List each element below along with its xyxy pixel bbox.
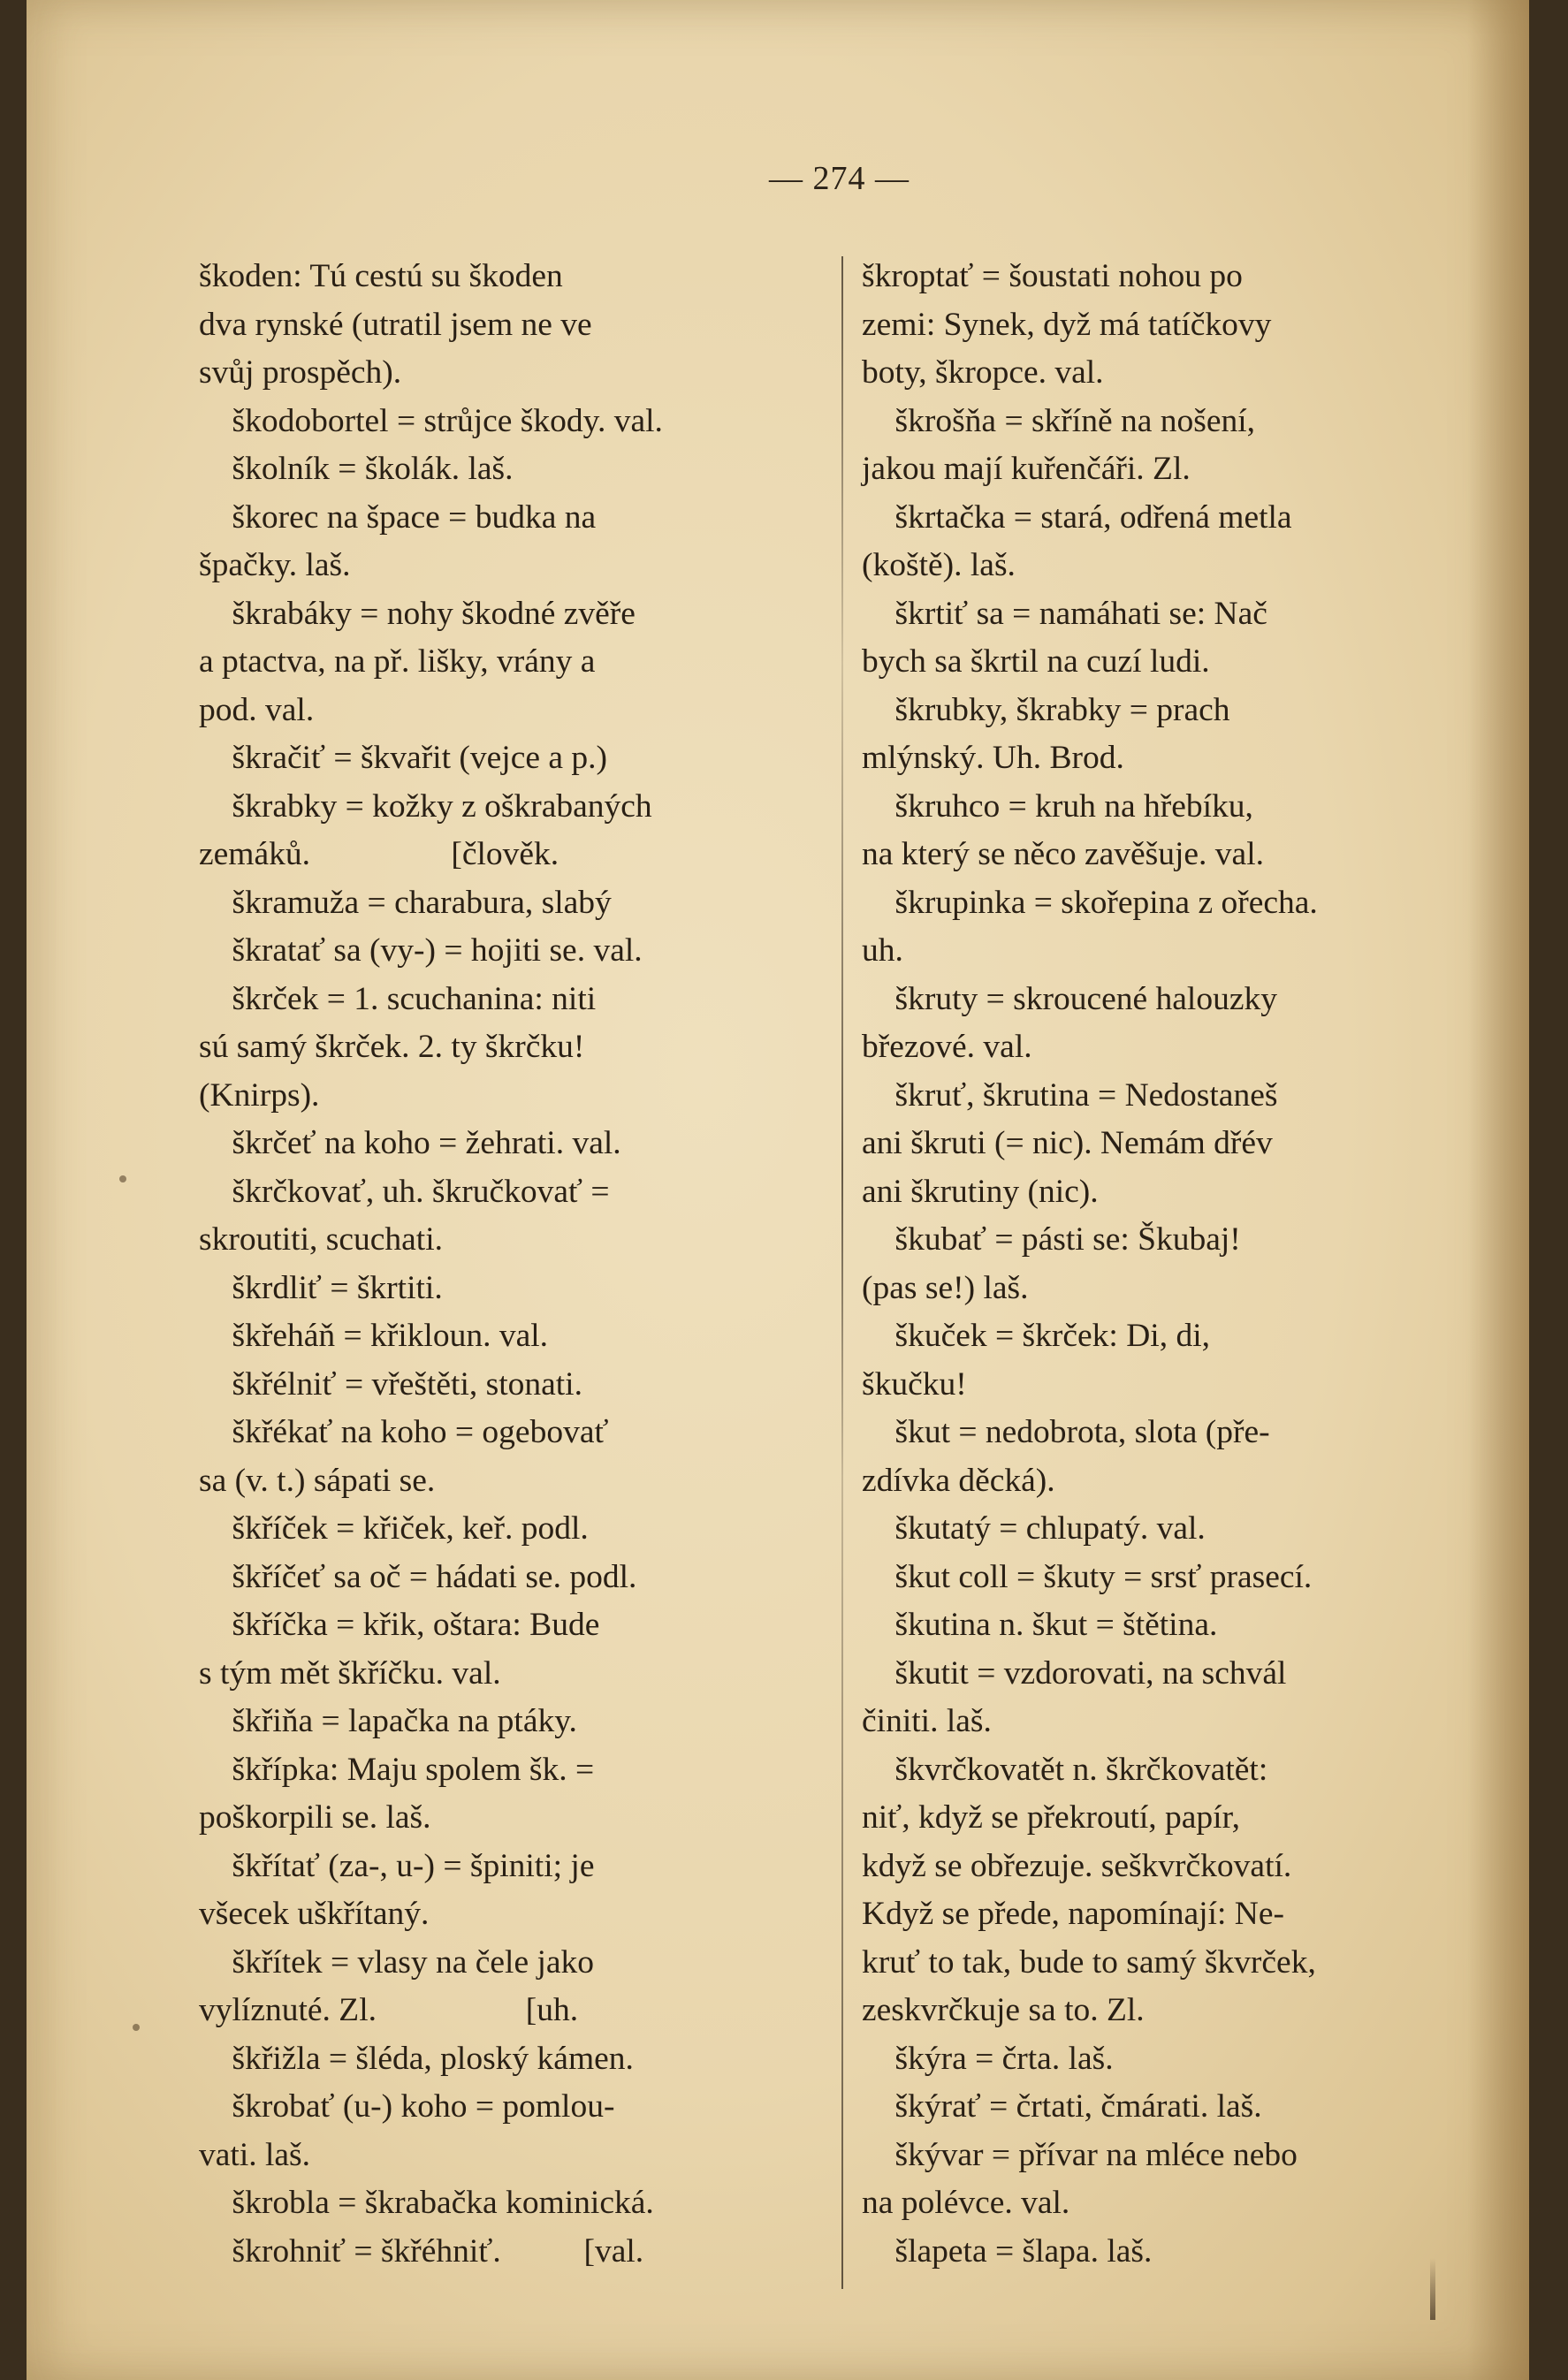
entry-line: sa (v. t.) sápati se. [199, 1462, 436, 1499]
entry-line: škrabáky = nohy škodné zvěře [199, 595, 636, 632]
entry-line: březové. val. [862, 1029, 1032, 1065]
entry-line: zdívka děcká). [862, 1462, 1055, 1499]
entry-line: skroutiti, scuchati. [199, 1221, 443, 1258]
page-number: — 274 — [769, 160, 910, 197]
entry-line: škuček = škrček: Di, di, [862, 1318, 1210, 1354]
entry-line: na polévce. val. [862, 2185, 1070, 2221]
entry-line: škýra = črta. laš. [862, 2040, 1114, 2077]
entry-line: boty, škropce. val. [862, 354, 1104, 391]
margin-mark [1430, 2258, 1435, 2320]
entry-line: škrtiť sa = namáhati se: Nač [862, 595, 1267, 632]
entry-line: škrabky = kožky z oškrabaných [199, 787, 652, 825]
entry-line: škřítať (za-, u-) = špiniti; je [199, 1847, 595, 1884]
entry-line: škutina n. škut = štětina. [862, 1607, 1218, 1643]
entry-line: škut = nedobrota, slota (pře- [862, 1414, 1270, 1450]
entry-line: škývar = přívar na mléce nebo [862, 2136, 1298, 2173]
entry-line: uh. [862, 932, 903, 969]
entry-line: na který se něco zavěšuje. val. [862, 836, 1264, 872]
entry-line: mlýnský. Uh. Brod. [862, 740, 1124, 776]
entry-line: škrčkovať, uh. škručkovať = [199, 1173, 610, 1210]
entry-line: ani škrutiny (nic). [862, 1173, 1099, 1210]
entry-line: škýrať = črtati, čmárati. laš. [862, 2088, 1262, 2125]
entry-line: (koště). laš. [862, 547, 1016, 583]
entry-line: zemáků. [člověk. [199, 836, 559, 872]
entry-line: škračiť = škvařit (vejce a p.) [199, 740, 607, 776]
entry-line: škramuža = charabura, slabý [199, 884, 612, 921]
entry-line: škubať = pásti se: Škubaj! [862, 1221, 1241, 1258]
paper-spot [119, 1175, 126, 1182]
entry-line: škrupinka = skořepina z ořecha. [862, 884, 1318, 921]
entry-line: škruty = skroucené halouzky [862, 980, 1277, 1017]
page-edge-shading [1467, 0, 1529, 2380]
entry-line: (pas se!) laš. [862, 1269, 1029, 1306]
column-divider [841, 256, 843, 2289]
entry-line: škřeháň = křikloun. val. [199, 1318, 549, 1354]
paper-spot [133, 2024, 140, 2031]
entry-line: škoden: Tú cestú su škoden [199, 258, 563, 294]
entry-line: zeskvrčkuje sa to. Zl. [862, 1992, 1145, 2028]
entry-line: škrtačka = stará, odřená metla [862, 498, 1292, 536]
entry-line: niť, když se překroutí, papír, [862, 1799, 1240, 1836]
entry-line: a ptactva, na př. lišky, vrány a [199, 643, 596, 680]
entry-line: škřižla = šléda, ploský kámen. [199, 2040, 634, 2077]
entry-line: zemi: Synek, dyž má tatíčkovy [862, 306, 1272, 343]
entry-line: činiti. laš. [862, 1703, 992, 1739]
entry-line: škrohniť = škřéhniť. [val. [199, 2232, 644, 2270]
entry-line: škvrčkovatět n. škrčkovatět: [862, 1751, 1268, 1788]
entry-line: škučku! [862, 1365, 967, 1403]
entry-line: všecek uškřítaný. [199, 1896, 430, 1932]
entry-line: škřélniť = vřeštěti, stonati. [199, 1365, 582, 1403]
entry-line: škutatý = chlupatý. val. [862, 1510, 1206, 1547]
entry-line: špačky. laš. [199, 547, 351, 583]
entry-line: školník = školák. laš. [199, 451, 514, 487]
entry-line: jakou mají kuřenčáři. Zl. [862, 451, 1191, 487]
entry-line: škřípka: Maju spolem šk. = [199, 1751, 595, 1788]
entry-line: dva rynské (utratil jsem ne ve [199, 306, 592, 343]
entry-line: škorec na špace = budka na [199, 498, 597, 536]
entry-line: škrobla = škrabačka kominická. [199, 2185, 654, 2221]
entry-line: ani škruti (= nic). Nemám dřév [862, 1125, 1273, 1161]
entry-line: škříčeť sa oč = hádati se. podl. [199, 1558, 637, 1595]
entry-line: škrubky, škrabky = prach [862, 691, 1230, 728]
left-column [199, 253, 809, 2276]
entry-line: vylíznuté. Zl. [uh. [199, 1992, 579, 2028]
entry-line: škroptať = šoustati nohou po [862, 258, 1243, 294]
right-column [862, 253, 1472, 2276]
entry-line: škratať sa (vy-) = hojiti se. val. [199, 932, 643, 969]
entry-line: svůj prospěch). [199, 354, 402, 391]
entry-line: škrošňa = skříně na nošení, [862, 402, 1256, 439]
entry-line: škodobortel = strůjce škody. val. [199, 402, 663, 439]
dictionary-page [27, 0, 1529, 2380]
entry-line: (Knirps). [199, 1076, 320, 1114]
entry-line: škříček = křiček, keř. podl. [199, 1510, 589, 1547]
entry-line: poškorpili se. laš. [199, 1799, 431, 1836]
entry-line: kruť to tak, bude to samý škvrček, [862, 1943, 1316, 1981]
entry-line: škrčeť na koho = žehrati. val. [199, 1125, 621, 1161]
entry-line: škruť, škrutina = Nedostaneš [862, 1076, 1278, 1114]
entry-line: škut coll = škuty = srsť prasecí. [862, 1558, 1313, 1595]
entry-line: škříčka = křik, oštara: Bude [199, 1607, 600, 1643]
entry-line: škrdliť = škrtiti. [199, 1269, 443, 1306]
entry-line: šlapeta = šlapa. laš. [862, 2232, 1153, 2270]
entry-line: škutit = vzdorovati, na schvál [862, 1654, 1287, 1692]
entry-line: škruhco = kruh na hřebíku, [862, 787, 1253, 825]
entry-line: škřiňa = lapačka na ptáky. [199, 1703, 577, 1739]
entry-line: s tým mět škříčku. val. [199, 1654, 501, 1692]
entry-line: škrobať (u-) koho = pomlou- [199, 2088, 615, 2125]
entry-line: škřítek = vlasy na čele jako [199, 1943, 595, 1981]
entry-line: Když se přede, napomínají: Ne- [862, 1896, 1284, 1932]
entry-line: škřékať na koho = ogebovať [199, 1414, 609, 1450]
entry-line: pod. val. [199, 691, 315, 728]
entry-line: bych sa škrtil na cuzí ludi. [862, 643, 1210, 680]
entry-line: škrček = 1. scuchanina: niti [199, 980, 597, 1017]
entry-line: když se obřezuje. seškvrčkovatí. [862, 1847, 1292, 1884]
entry-line: sú samý škrček. 2. ty škrčku! [199, 1029, 585, 1065]
entry-line: vati. laš. [199, 2136, 311, 2173]
